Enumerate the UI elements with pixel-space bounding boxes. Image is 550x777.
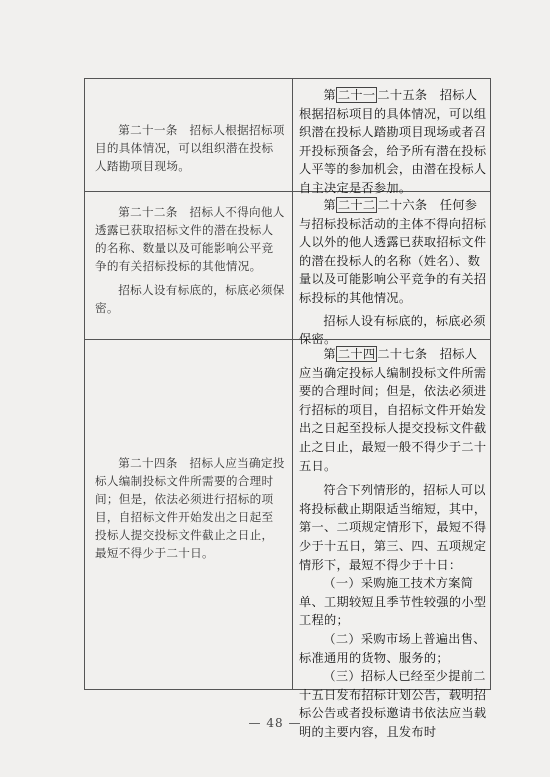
revised-article-26: [299, 196, 487, 349]
column-divider: [292, 79, 293, 689]
original-article-22: [95, 203, 285, 317]
article-text: 招标人设有标底的，标底必须保密。: [299, 313, 486, 347]
article-text: 第二十二条 招标人不得向他人透露已获取招标文件的潜在投标人的名称、数量以及可能影响公平竞争的有关招标投标的其他情况。: [95, 205, 285, 273]
article-text: 第 二十一 二十五条 招标人根据招标项目的具体情况，可以组织潜在投标人踏勘项目现场或者召开投标预备会，给予所有潜在投标人平等的参加机会，由潜在投标人自主决定是否参加。: [299, 88, 487, 195]
article-body: 条 招标人根据招标项目的具体情况，可以组织潜在投标人踏勘项目现场或者召开投标预备会，给予所有潜在投标人平等的参加机会，由潜在投标人自主决定是否参加。: [299, 88, 487, 195]
article-text: 招标人设有标底的，标底必须保密。: [95, 283, 285, 315]
article-text: 第二十一条 招标人根据招标项目的具体情况，可以组织潜在投标人踏勘项目现场。: [95, 123, 285, 173]
original-article-24: [95, 454, 285, 562]
deleted-article-number: 二十四: [337, 347, 376, 361]
list-item: （三）招标人已经至少提前二十五日发布招标计划公告，载明招标公告或者投标邀请书依法应当载明的主要内容，且发布时: [299, 669, 487, 739]
original-article-21: [95, 121, 285, 175]
new-article-number: 二十七: [377, 347, 415, 361]
deleted-article-number: 二十二: [337, 198, 376, 212]
list-item: （一）采购施工技术方案简单、工期较短且季节性较强的小型工程的；: [299, 576, 487, 628]
revised-article-25: [299, 86, 487, 198]
new-article-number: 二十六: [377, 198, 415, 212]
new-article-number: 二十五: [377, 88, 415, 102]
article-text: 第二十四条 招标人应当确定投标人编制投标文件所需要的合理时间；但是，依法必须进行招标的项目，自招标文件开始发出之日起至投标人提交投标文件截止之日止，最短不得少于二十日。: [95, 456, 285, 560]
article-text: 第 二十四 二十七条 招标人应当确定投标人编制投标文件所需要的合理时间；但是，依法必须进行招标的项目，自招标文件开始发出之日起至投标人提交投标文件截止之日止，最短一般不得少于二十五日。: [299, 347, 487, 473]
article-body: 条 招标人应当确定投标人编制投标文件所需要的合理时间；但是，依法必须进行招标的项目，自招标文件开始发出之日起至投标人提交投标文件截止之日止，最短一般不得少于二十五日。: [299, 347, 487, 473]
deleted-article-number: 二十一: [337, 88, 376, 102]
article-text: 符合下列情形的，招标人可以将投标截止期限适当缩短，其中，第一、二项规定情形下，最短不得少于十五日，第三、四、五项规定情形下，最短不得少于十日：: [299, 483, 487, 572]
revised-article-27: [299, 345, 487, 741]
article-body: 条 任何参与招标投标活动的主体不得向招标人以外的他人透露已获取招标文件的潜在投标人的名称（姓名）、数量以及可能影响公平竞争的有关招标投标的其他情况。: [299, 198, 487, 305]
list-item: （二）采购市场上普遍出售、标准通用的货物、服务的；: [299, 631, 486, 665]
page-number: — 48 —: [248, 716, 302, 730]
article-text: 第 二十二 二十六条 任何参与招标投标活动的主体不得向招标人以外的他人透露已获取招标文件的潜在投标人的名称（姓名）、数量以及可能影响公平竞争的有关招标投标的其他情况。: [299, 198, 487, 305]
